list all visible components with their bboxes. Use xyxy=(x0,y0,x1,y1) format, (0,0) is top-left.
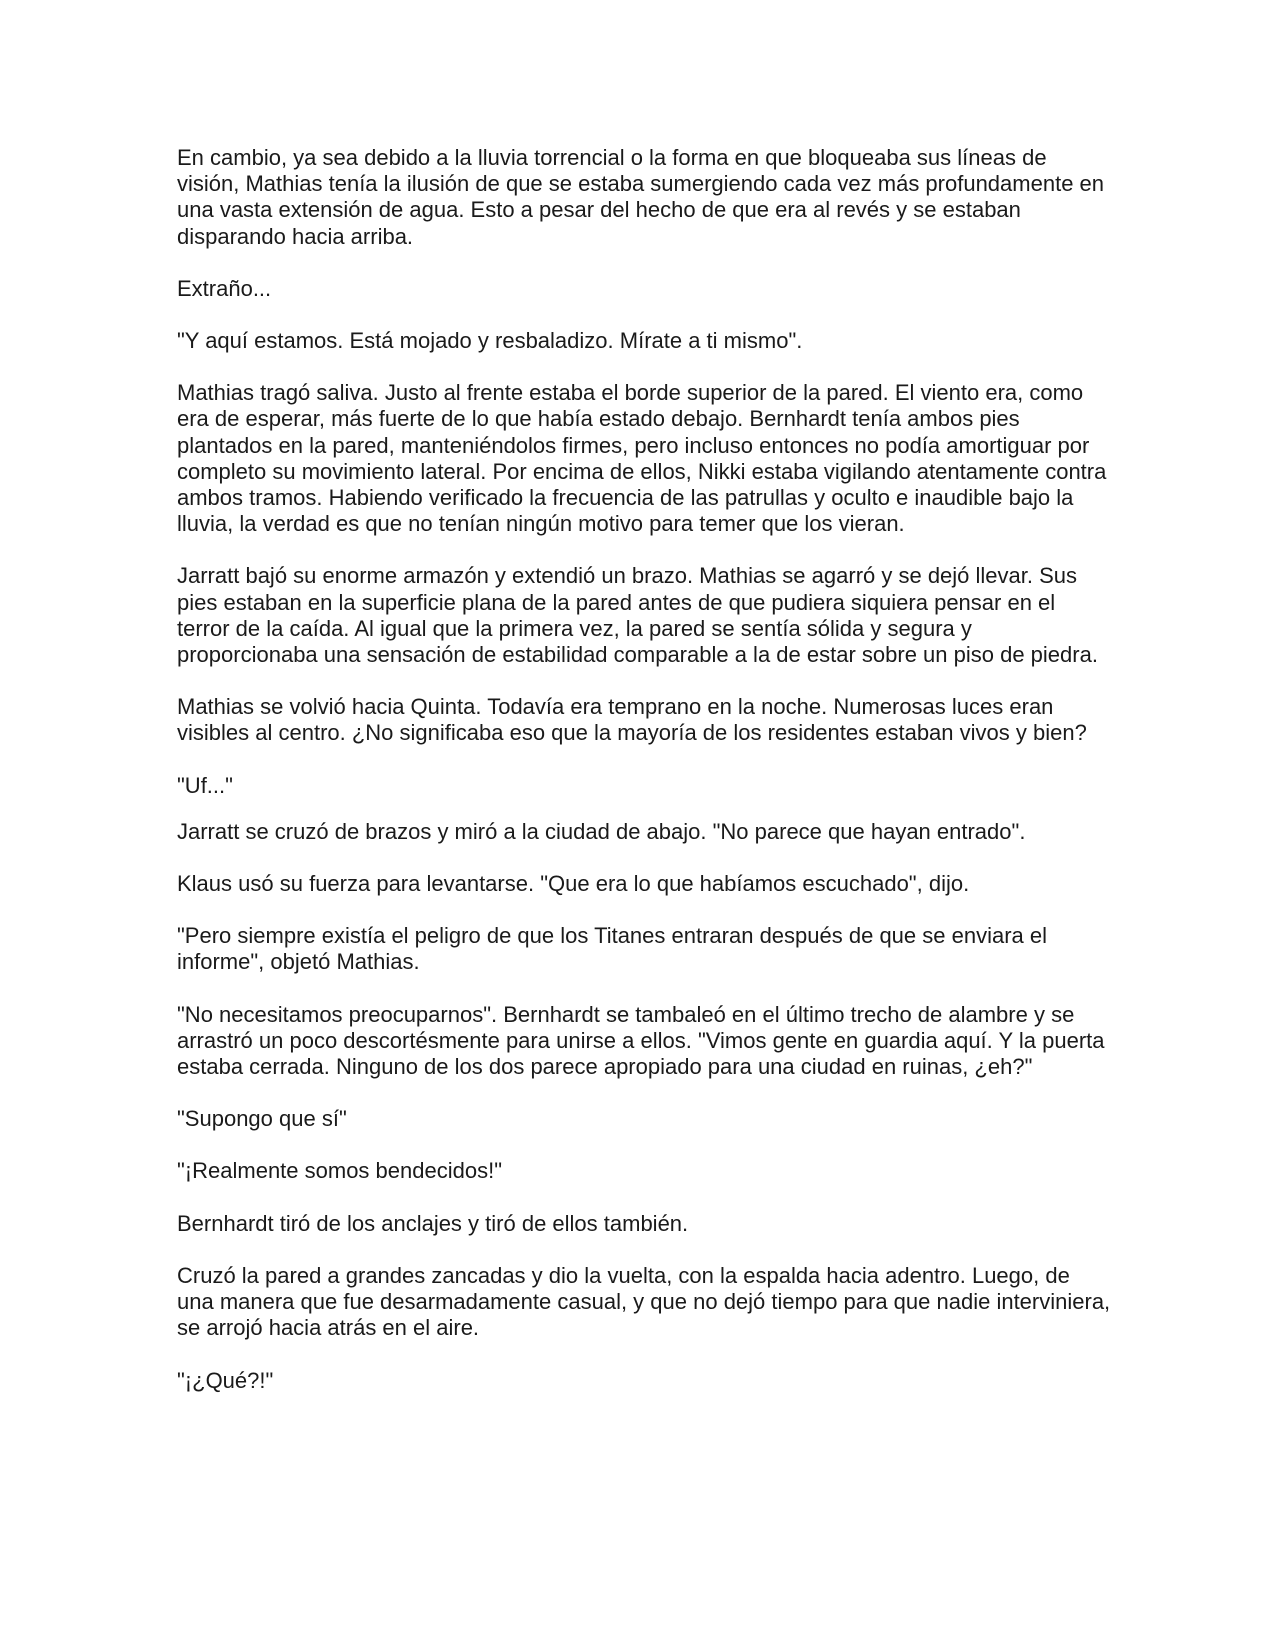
paragraph: Bernhardt tiró de los anclajes y tiró de ellos también. xyxy=(177,1210,689,1236)
body-text xyxy=(177,145,1112,1420)
paragraph: Jarratt bajó su enorme armazón y extendió un brazo. Mathias se agarró y se dejó llevar. Sus pies estaban en la superficie plana de la pared antes de que pudiera siquiera pensar en el terror de la caída. Al igual que la primera vez, la pared se sentía sólida y segura y proporcionaba una sensación de estabilidad comparable a la de estar sobre un piso de piedra. xyxy=(177,563,1098,668)
paragraph: Klaus usó su fuerza para levantarse. "Que era lo que habíamos escuchado", dijo. xyxy=(177,871,970,897)
paragraph: "No necesitamos preocuparnos". Bernhardt se tambaleó en el último trecho de alambre y se arrastró un poco descortésmente para unirse a ellos. "Vimos gente en guardia aquí. Y la puerta estaba cerrada. Ninguno de los dos parece apropiado para una ciudad en ruinas, ¿eh?" xyxy=(177,1001,1105,1080)
paragraph: "Y aquí estamos. Está mojado y resbaladizo. Mírate a ti mismo". xyxy=(177,328,803,354)
paragraph: En cambio, ya sea debido a la lluvia torrencial o la forma en que bloqueaba sus líneas de visión, Mathias tenía la ilusión de que se estaba sumergiendo cada vez más profundamente en una vasta extensión de agua. Esto a pesar del hecho de que era al revés y se estaban disparando hacia arriba. xyxy=(177,145,1105,249)
paragraph: Mathias se volvió hacia Quinta. Todavía era temprano en la noche. Numerosas luces eran visibles al centro. ¿No significaba eso que la mayoría de los residentes estaban vivos y bien? xyxy=(177,694,1087,746)
paragraph: "Supongo que sí" xyxy=(177,1106,347,1132)
paragraph: Jarratt se cruzó de brazos y miró a la ciudad de abajo. "No parece que hayan entrado". xyxy=(177,818,1026,844)
paragraph: Mathias tragó saliva. Justo al frente estaba el borde superior de la pared. El viento era, como era de esperar, más fuerte de lo que había estado debajo. Bernhardt tenía ambos pies plantados en la pared, manteniéndolos firmes, pero incluso entonces no podía amortiguar por completo su movimiento lateral. Por encima de ellos, Nikki estaba vigilando atentamente contra ambos tramos. Habiendo verificado la frecuencia de las patrullas y oculto e inaudible bajo la lluvia, la verdad es que no tenían ningún motivo para temer que los vieran. xyxy=(177,380,1107,537)
paragraph: Extraño... xyxy=(177,275,272,301)
paragraph: Cruzó la pared a grandes zancadas y dio la vuelta, con la espalda hacia adentro. Luego, de una manera que fue desarmadamente casual, y que no dejó tiempo para que nadie interviniera, se arrojó hacia atrás en el aire. xyxy=(177,1262,1111,1341)
paragraph: "¡Realmente somos bendecidos!" xyxy=(177,1158,503,1184)
paragraph: "¡¿Qué?!" xyxy=(177,1367,274,1393)
paragraph: "Uf..." xyxy=(177,772,233,798)
paragraph: "Pero siempre existía el peligro de que los Titanes entraran después de que se enviara el informe", objetó Mathias. xyxy=(177,923,1047,975)
